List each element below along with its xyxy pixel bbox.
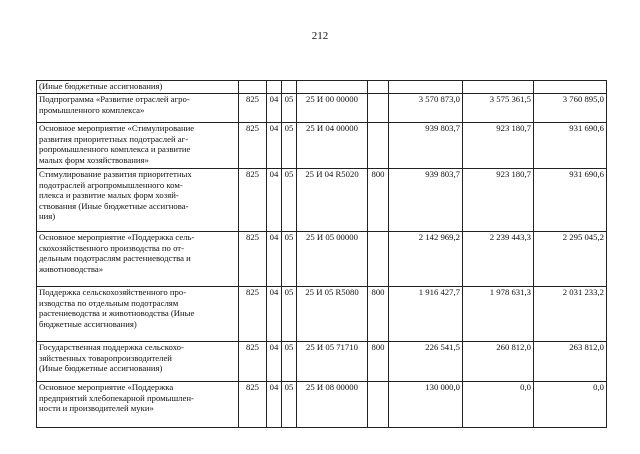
cell-name: Государственная поддержка сельскохо- зяйственных товаропроизводителей (Иные бюджетные ассигнования) [37, 342, 239, 382]
cell-amount-year-2: 923 180,7 [463, 123, 534, 169]
cell-section: 04 [267, 382, 282, 428]
cell-subsection: 05 [282, 287, 297, 342]
cell-target-article: 25 И 05 R5080 [297, 287, 368, 342]
cell-target-article: 25 И 05 71710 [297, 342, 368, 382]
cell-amount-year-2: 2 239 443,3 [463, 232, 534, 287]
cell-amount-year-3: 2 031 233,2 [534, 287, 607, 342]
cell-subsection: 05 [282, 232, 297, 287]
cell-target-article [297, 81, 368, 94]
cell-target-article: 25 И 04 R5020 [297, 169, 368, 232]
page-number: 212 [311, 30, 329, 42]
cell-subsection: 05 [282, 123, 297, 169]
cell-ministry-code: 825 [239, 123, 267, 169]
cell-subsection: 05 [282, 342, 297, 382]
cell-name: Поддержка сельскохозяйственного про- изводства по отдельным подотраслям растениеводства и животноводства (Иные бюджетные ассигнования) [37, 287, 239, 342]
cell-name: Основное мероприятие «Стимулирование развития приоритетных подотраслей аг- ропромышленного комплекса и развитие малых форм хозяйствования» [37, 123, 239, 169]
cell-amount-year-2: 260 812,0 [463, 342, 534, 382]
cell-expense-type [368, 81, 389, 94]
cell-amount-year-3: 2 295 045,2 [534, 232, 607, 287]
table-row [37, 287, 607, 342]
cell-expense-type: 800 [368, 287, 389, 342]
cell-amount-year-3: 3 760 895,0 [534, 94, 607, 123]
cell-name: Основное мероприятие «Поддержка предприятий хлебопекарной промышлен- ности и производителей муки» [37, 382, 239, 428]
cell-amount-year-1: 130 000,0 [389, 382, 463, 428]
table-row [37, 169, 607, 232]
cell-name: (Иные бюджетные ассигнования) [37, 81, 239, 94]
table-row [37, 342, 607, 382]
cell-amount-year-1: 939 803,7 [389, 123, 463, 169]
cell-ministry-code: 825 [239, 287, 267, 342]
cell-expense-type [368, 232, 389, 287]
table-row [37, 232, 607, 287]
cell-amount-year-3: 931 690,6 [534, 123, 607, 169]
cell-section: 04 [267, 94, 282, 123]
cell-amount-year-3: 263 812,0 [534, 342, 607, 382]
cell-amount-year-2: 923 180,7 [463, 169, 534, 232]
cell-ministry-code: 825 [239, 169, 267, 232]
cell-ministry-code: 825 [239, 382, 267, 428]
cell-amount-year-1: 2 142 969,2 [389, 232, 463, 287]
cell-ministry-code: 825 [239, 232, 267, 287]
cell-expense-type: 800 [368, 169, 389, 232]
cell-name: Основное мероприятие «Поддержка сель- скохозяйственного производства по от- дельным подотраслям растениеводства и животноводства» [37, 232, 239, 287]
cell-amount-year-1 [389, 81, 463, 94]
cell-amount-year-1: 3 570 873,0 [389, 94, 463, 123]
cell-expense-type [368, 123, 389, 169]
cell-section: 04 [267, 232, 282, 287]
cell-target-article: 25 И 00 00000 [297, 94, 368, 123]
table-row [37, 123, 607, 169]
cell-amount-year-3: 0,0 [534, 382, 607, 428]
cell-expense-type [368, 94, 389, 123]
cell-expense-type [368, 382, 389, 428]
cell-section [267, 81, 282, 94]
budget-table [36, 80, 607, 428]
cell-ministry-code: 825 [239, 94, 267, 123]
cell-target-article: 25 И 08 00000 [297, 382, 368, 428]
cell-amount-year-1: 226 541,5 [389, 342, 463, 382]
cell-amount-year-1: 939 803,7 [389, 169, 463, 232]
cell-subsection [282, 81, 297, 94]
cell-amount-year-3: 931 690,6 [534, 169, 607, 232]
table-row [37, 81, 607, 94]
cell-section: 04 [267, 123, 282, 169]
cell-expense-type: 800 [368, 342, 389, 382]
cell-section: 04 [267, 287, 282, 342]
cell-name: Стимулирование развития приоритетных подотраслей агропромышленного ком- плекса и развитие малых форм хозяй- ствования (Иные бюджетные ассигнова- ния) [37, 169, 239, 232]
table-body [37, 81, 607, 428]
cell-name: Подпрограмма «Развитие отраслей агро- промышленного комплекса» [37, 94, 239, 123]
cell-ministry-code: 825 [239, 342, 267, 382]
cell-amount-year-3 [534, 81, 607, 94]
table-row [37, 382, 607, 428]
cell-target-article: 25 И 04 00000 [297, 123, 368, 169]
cell-amount-year-1: 1 916 427,7 [389, 287, 463, 342]
cell-ministry-code [239, 81, 267, 94]
cell-subsection: 05 [282, 382, 297, 428]
cell-amount-year-2: 1 978 631,3 [463, 287, 534, 342]
cell-target-article: 25 И 05 00000 [297, 232, 368, 287]
cell-subsection: 05 [282, 169, 297, 232]
cell-amount-year-2: 3 575 361,5 [463, 94, 534, 123]
table-row [37, 94, 607, 123]
cell-section: 04 [267, 169, 282, 232]
cell-amount-year-2 [463, 81, 534, 94]
cell-amount-year-2: 0,0 [463, 382, 534, 428]
cell-section: 04 [267, 342, 282, 382]
cell-subsection: 05 [282, 94, 297, 123]
